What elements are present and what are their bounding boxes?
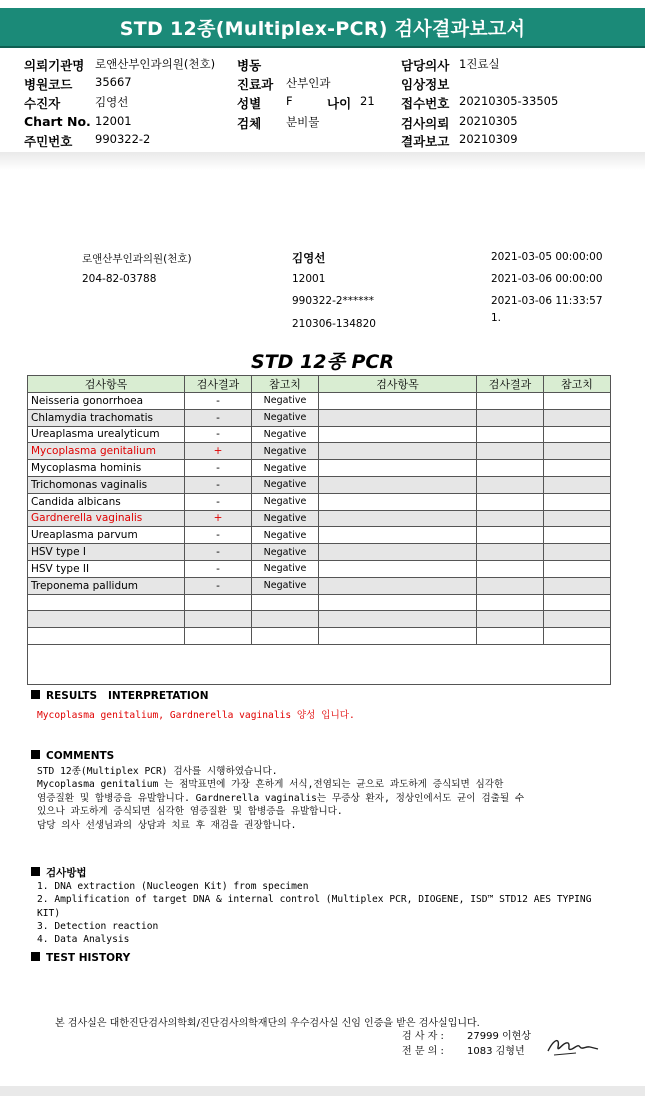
detail-datetime-3: 2021-03-06 11:33:57 [491,295,603,307]
test-name: Mycoplasma hominis [28,460,185,477]
resident-no-value: 990322-2 [95,132,151,146]
test-result-positive: + [185,510,252,527]
test-name-positive: Mycoplasma genitalium [28,443,185,460]
clinical-info-label: 임상정보 [401,77,450,92]
empty-cell [28,628,185,645]
comment-line: 있으나 과도하게 증식되면 심각한 염증질환 및 합병증을 유발합니다. [37,806,343,817]
department-label: 진료과 [237,77,274,92]
empty-cell [477,460,544,477]
empty-cell [544,409,611,426]
table-row [28,527,611,544]
empty-cell [319,393,477,410]
test-reference: Negative [252,493,319,510]
specimen-label: 검체 [237,116,262,131]
empty-cell [477,510,544,527]
col-header-test-item: 검사항목 [28,376,185,393]
detail-business-no: 204-82-03788 [82,273,157,285]
square-bullet-icon [31,952,40,961]
method-heading-text: 검사방법 [46,867,87,879]
empty-cell [477,443,544,460]
table-row [28,460,611,477]
test-name-positive: Gardnerella vaginalis [28,510,185,527]
empty-cell [319,594,477,611]
empty-cell [544,527,611,544]
pcr-title: STD 12종 PCR [251,351,394,373]
table-row [28,493,611,510]
empty-cell [544,476,611,493]
table-row [28,393,611,410]
test-name: HSV type II [28,560,185,577]
empty-cell [544,628,611,645]
empty-cell [319,611,477,628]
empty-cell [544,460,611,477]
patient-label: 수진자 [24,96,61,111]
test-result: - [185,426,252,443]
chart-no-label: Chart No. [24,114,91,129]
history-heading-text: TEST HISTORY [46,952,131,964]
test-reference: Negative [252,393,319,410]
table-footer-row [28,644,611,684]
comment-line: Mycoplasma genitalium 는 점막표면에 가장 흔하게 서식,전염되는 균으로 과도하게 증식되면 심각한 [37,779,504,790]
table-row-empty [28,611,611,628]
age-label: 나이 [327,96,352,111]
receipt-no-value: 20210305-33505 [459,94,559,108]
specialist-label: 전 문 의 : [402,1046,444,1057]
test-reference: Negative [252,460,319,477]
empty-cell [319,544,477,561]
department-value: 산부인과 [286,76,331,90]
col-header-result-2: 검사결과 [477,376,544,393]
test-name: HSV type I [28,544,185,561]
test-reference: Negative [252,409,319,426]
test-result: - [185,476,252,493]
test-result: - [185,393,252,410]
detail-patient-name: 김영선 [292,251,326,265]
empty-cell [477,527,544,544]
test-reference: Negative [252,510,319,527]
empty-cell [319,426,477,443]
empty-cell [252,594,319,611]
method-line: 2. Amplification of target DNA & internal control (Multiplex PCR, DIOGENE, ISD™ STD12 AES TYPING [37,894,592,905]
detail-chart-no: 12001 [292,273,326,285]
col-header-reference: 참고치 [252,376,319,393]
test-result: - [185,460,252,477]
empty-cell [477,628,544,645]
test-reference: Negative [252,560,319,577]
patient-info-header [0,52,645,150]
detail-sample-id: 210306-134820 [292,318,376,330]
table-row-empty [28,628,611,645]
results-header-row [28,376,611,393]
test-result: - [185,577,252,594]
empty-cell [544,443,611,460]
examiner-label: 검 사 자 : [402,1031,444,1042]
empty-cell [28,611,185,628]
test-result-positive: + [185,443,252,460]
detail-institution: 로앤산부인과의원(천호) [82,253,192,265]
interpretation-heading-text: RESULTS INTERPRETATION [46,690,209,702]
empty-cell [477,476,544,493]
test-reference: Negative [252,527,319,544]
empty-cell [544,393,611,410]
table-row [28,476,611,493]
empty-cell [477,393,544,410]
test-result: - [185,544,252,561]
comment-line: 담당 의사 선생님과의 상담과 치료 후 재검을 권장합니다. [37,820,297,831]
empty-cell [185,611,252,628]
empty-cell [319,493,477,510]
report-date-value: 20210309 [459,132,518,146]
square-bullet-icon [31,867,40,876]
col-header-test-item-2: 검사항목 [319,376,477,393]
empty-cell [319,577,477,594]
age-value: 21 [360,94,375,108]
empty-cell [477,493,544,510]
test-reference: Negative [252,426,319,443]
empty-cell [477,594,544,611]
comments-heading-text: COMMENTS [46,750,115,762]
col-header-reference-2: 참고치 [544,376,611,393]
method-line: 4. Data Analysis [37,934,130,945]
empty-cell [185,628,252,645]
detail-datetime-2: 2021-03-06 00:00:00 [491,273,603,285]
empty-cell [477,409,544,426]
header-separator [0,152,645,170]
request-date-label: 검사의뢰 [401,116,450,131]
institution-value: 로앤산부인과의원(천호) [95,57,216,71]
empty-cell [319,443,477,460]
col-header-result: 검사결과 [185,376,252,393]
sex-label: 성별 [237,96,262,111]
test-result: - [185,560,252,577]
report-title: STD 12종(Multiplex-PCR) 검사결과보고서 [119,17,526,40]
method-line: KIT) [37,908,61,919]
interpretation-heading [31,690,209,702]
specialist-value: 1083 김형년 [467,1046,525,1057]
resident-no-label: 주민번호 [24,134,73,149]
comment-line: 염증질환 및 합병증을 유발합니다. Gardnerella vaginalis는 무증상 환자, 정상인에서도 균이 검출될 수 [37,793,525,804]
method-line: 1. DNA extraction (Nucleogen Kit) from specimen [37,881,309,892]
empty-cell [319,510,477,527]
table-row-empty [28,594,611,611]
table-row [28,544,611,561]
hospital-code-label: 병원코드 [24,77,73,92]
table-row [28,409,611,426]
specimen-value: 분비물 [286,115,320,129]
empty-cell [319,409,477,426]
square-bullet-icon [31,690,40,699]
results-table [27,375,611,685]
empty-cell [319,527,477,544]
institution-label: 의뢰기관명 [24,58,85,73]
empty-cell [477,611,544,628]
report-title-bar [0,8,645,48]
sex-value: F [286,94,293,108]
test-name: Treponema pallidum [28,577,185,594]
empty-cell [252,628,319,645]
method-line: 3. Detection reaction [37,921,159,932]
method-heading [31,865,87,880]
detail-resident-no: 990322-2****** [292,295,375,307]
test-result: - [185,493,252,510]
empty-cell [319,460,477,477]
empty-cell [28,644,611,684]
signature-icon [546,1035,600,1057]
empty-cell [544,493,611,510]
detail-datetime-3-cont: 1. [491,312,502,324]
empty-cell [477,577,544,594]
empty-cell [28,594,185,611]
table-row [28,443,611,460]
empty-cell [544,510,611,527]
test-name: Neisseria gonorrhoea [28,393,185,410]
empty-cell [185,594,252,611]
empty-cell [544,426,611,443]
test-name: Ureaplasma parvum [28,527,185,544]
test-reference: Negative [252,577,319,594]
test-name: Chlamydia trachomatis [28,409,185,426]
empty-cell [319,560,477,577]
patient-value: 김영선 [95,95,129,109]
empty-cell [544,611,611,628]
empty-cell [477,426,544,443]
examiner-value: 27999 이현상 [467,1031,531,1042]
empty-cell [544,560,611,577]
empty-cell [477,560,544,577]
test-result: - [185,409,252,426]
table-row [28,560,611,577]
receipt-no-label: 접수번호 [401,96,450,111]
empty-cell [319,476,477,493]
doctor-value: 1진료실 [459,57,500,71]
table-row [28,577,611,594]
chart-no-value: 12001 [95,114,132,128]
empty-cell [544,544,611,561]
table-row [28,510,611,527]
test-reference: Negative [252,443,319,460]
detail-datetime-1: 2021-03-05 00:00:00 [491,251,603,263]
history-heading [31,952,130,964]
footer-band [0,1086,645,1096]
test-result: - [185,527,252,544]
empty-cell [544,577,611,594]
hospital-code-value: 35667 [95,75,132,89]
table-row [28,426,611,443]
interpretation-text: Mycoplasma genitalium, Gardnerella vaginalis 양성 입니다. [37,710,355,721]
doctor-label: 담당의사 [401,58,450,73]
comment-line: STD 12종(Multiplex PCR) 검사를 시행하였습니다. [37,766,278,777]
empty-cell [319,628,477,645]
request-date-value: 20210305 [459,114,518,128]
empty-cell [252,611,319,628]
test-name: Trichomonas vaginalis [28,476,185,493]
report-date-label: 결과보고 [401,134,450,149]
test-reference: Negative [252,544,319,561]
test-reference: Negative [252,476,319,493]
test-name: Candida albicans [28,493,185,510]
square-bullet-icon [31,750,40,759]
certification-text: 본 검사실은 대한진단검사의학회/진단검사의학재단의 우수검사실 신임 인증을 받은 검사실입니다. [55,1018,480,1029]
empty-cell [477,544,544,561]
ward-label: 병동 [237,58,262,73]
comments-heading [31,750,114,762]
empty-cell [544,594,611,611]
test-name: Ureaplasma urealyticum [28,426,185,443]
